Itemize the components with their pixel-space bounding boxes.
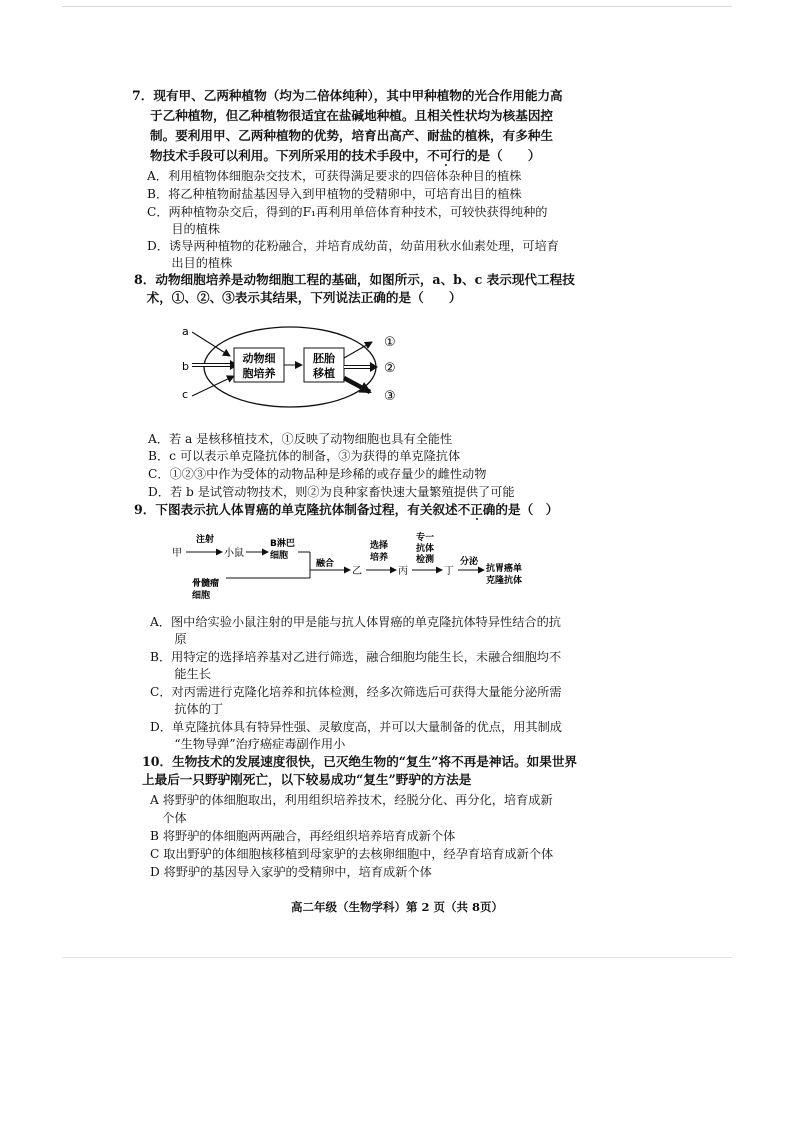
- q8-arrow-a: [192, 332, 230, 356]
- q8-output-3: ③: [384, 389, 396, 404]
- q8-output-1: ①: [384, 335, 396, 350]
- q7-option-b: B．将乙种植物耐盐基因导入到甲植物的受精卵中，可培育出目的植株: [147, 187, 522, 201]
- q9-bing: 丙: [398, 566, 408, 577]
- q9-detect-line1: 专一: [416, 533, 435, 543]
- q7-option-a: A．利用植物体细胞杂交技术，可获得满足要求的四倍体杂种目的植株: [147, 169, 522, 183]
- q9-stem-text: 9．下图表示抗人体胃癌的单克隆抗体制备过程，有关叙述: [134, 502, 458, 517]
- q7-option-d-cont: 出目的植株: [147, 256, 233, 270]
- q9-bcell-line1: B淋巴: [270, 539, 295, 549]
- q8-box1-line2: 胞培养: [242, 367, 276, 380]
- q9-ding: 丁: [444, 566, 454, 577]
- q9-select-line2: 培养: [370, 553, 389, 563]
- q8-arrow-out-2-head: [370, 362, 378, 372]
- q7-line-2: 于乙种植物，但乙种植物很适宜在盐碱地种植。且相关性状均为核基因控: [150, 108, 553, 123]
- q7-stem-text: 物技术手段可以利用。下列所采用的技术手段中，: [150, 148, 428, 163]
- q9-bcell-line2: 细胞: [270, 551, 289, 561]
- q9-detect-line2: 抗体: [416, 544, 435, 554]
- q8-input-c: c: [182, 388, 189, 401]
- q7-option-d: D．诱导两种植物的花粉融合，并培育成幼苗，幼苗用秋水仙素处理，可培育: [147, 239, 559, 253]
- q9-diagram: [170, 530, 540, 602]
- q9-jia: 甲: [172, 548, 182, 559]
- q9-option-c: C．对丙需进行克隆化培养和抗体检测，经多次筛选后可获得大量能分泌所需: [150, 685, 562, 699]
- q10-line-2: 上最后一只野驴刚死亡，以下较易成功“复生”野驴的方法是: [142, 772, 472, 787]
- q9-option-a-cont: 原: [150, 632, 187, 646]
- q8-option-a: A．若 a 是核移植技术，①反映了动物细胞也具有全能性: [148, 432, 453, 446]
- q8-input-a: a: [182, 325, 189, 338]
- q8-option-b: B．c 可以表示单克隆抗体的制备，③为获得的单克隆抗体: [148, 449, 461, 463]
- q8-line-1: 8．动物细胞培养是动物细胞工程的基础，如图所示，a、b、c 表示现代工程技: [134, 272, 575, 287]
- q9-yi: 乙: [352, 566, 362, 577]
- q8-line-2: 术，①、②、③表示其结果，下列说法正确的是（ ）: [134, 290, 462, 305]
- q10-option-a: A 将野驴的体细胞取出，利用组织培养技术，经脱分化、再分化，培育成新: [150, 793, 553, 807]
- q7-emphasis: 不可行: [427, 148, 465, 163]
- q8-arrow-c: [192, 376, 234, 396]
- q9-myeloma-line1: 骨髓瘤: [192, 579, 220, 589]
- q10-option-d: D 将野驴的基因导入家驴的受精卵中，培育成新个体: [150, 865, 432, 879]
- q9-detect-line3: 检测: [416, 555, 435, 565]
- q8-box1-line1: 动物细: [242, 352, 276, 365]
- q9-option-d: D．单克隆抗体具有特异性强、灵敏度高，并可以大量制备的优点，用其制成: [150, 720, 562, 734]
- q10-option-b: B 将野驴的体细胞两两融合，再经组织培养培育成新个体: [150, 829, 456, 843]
- q8-option-d: D．若 b 是试管动物技术，则②为良种家畜快速大量繁殖提供了可能: [148, 485, 515, 499]
- q10-option-a-cont: 个体: [150, 811, 187, 825]
- q9-stem: [134, 502, 558, 518]
- q9-emphasis: 不正确: [457, 502, 496, 517]
- q8-option-c: C．①②③中作为受体的动物品种是珍稀的或存量少的雌性动物: [148, 467, 487, 481]
- q7-line-3: 制。要利用甲、乙两种植物的优势，培育出高产、耐盐的植株，有多种生: [150, 128, 553, 143]
- q10-option-c: C 取出野驴的体细胞核移植到母家驴的去核卵细胞中，经孕育培育成新个体: [150, 847, 554, 861]
- q9-myeloma-line2: 细胞: [192, 591, 211, 601]
- q7-stem-tail: 的是（ ）: [464, 148, 541, 163]
- q7-line-4: [150, 148, 540, 164]
- q9-secrete-label: 分泌: [460, 557, 479, 567]
- q8-input-b: b: [182, 360, 189, 373]
- q9-option-b-cont: 能生长: [150, 667, 211, 681]
- bottom-rule: [62, 957, 732, 958]
- q7-option-c: C．两种植物杂交后，得到的F₁再利用单倍体育种技术，可较快获得纯种的: [147, 205, 548, 219]
- q8-box2-line1: 胚胎: [313, 352, 335, 365]
- q9-result-line1: 抗胃癌单: [486, 564, 523, 574]
- q9-fuse-label: 融合: [316, 559, 335, 569]
- q7-option-c-cont: 目的植株: [147, 222, 221, 236]
- q7-line-1: 7．现有甲、乙两种植物（均为二倍体纯种），其中甲种植物的光合作用能力高: [132, 88, 563, 103]
- q9-option-a: A．图中给实验小鼠注射的甲是能与抗人体胃癌的单克隆抗体特异性结合的抗: [150, 615, 561, 629]
- q9-option-c-cont: 抗体的丁: [150, 702, 224, 716]
- q9-option-d-cont: “生物导弹”治疗癌症毒副作用小: [150, 737, 346, 751]
- q8-diagram: [178, 318, 408, 418]
- q10-line-1: 10．生物技术的发展速度很快，已灭绝生物的“复生”将不再是神话。如果世界: [142, 754, 578, 769]
- q9-select-line1: 选择: [370, 541, 389, 551]
- q8-arrow-out-3: [344, 378, 370, 392]
- q9-result-line2: 克隆抗体: [486, 576, 523, 586]
- q9-mouse: 小鼠: [224, 548, 244, 559]
- q8-output-2: ②: [384, 361, 396, 376]
- q9-option-b: B．用特定的选择培养基对乙进行筛选，融合细胞均能生长，未融合细胞均不: [150, 650, 562, 664]
- q8-box2-line2: 移植: [313, 367, 335, 380]
- q9-inject-label: 注射: [196, 535, 215, 545]
- top-rule: [62, 6, 732, 7]
- page-footer: 高二年级（生物学科）第 2 页（共 8页）: [290, 900, 503, 914]
- q9-stem-tail: 的是（ ）: [495, 502, 559, 517]
